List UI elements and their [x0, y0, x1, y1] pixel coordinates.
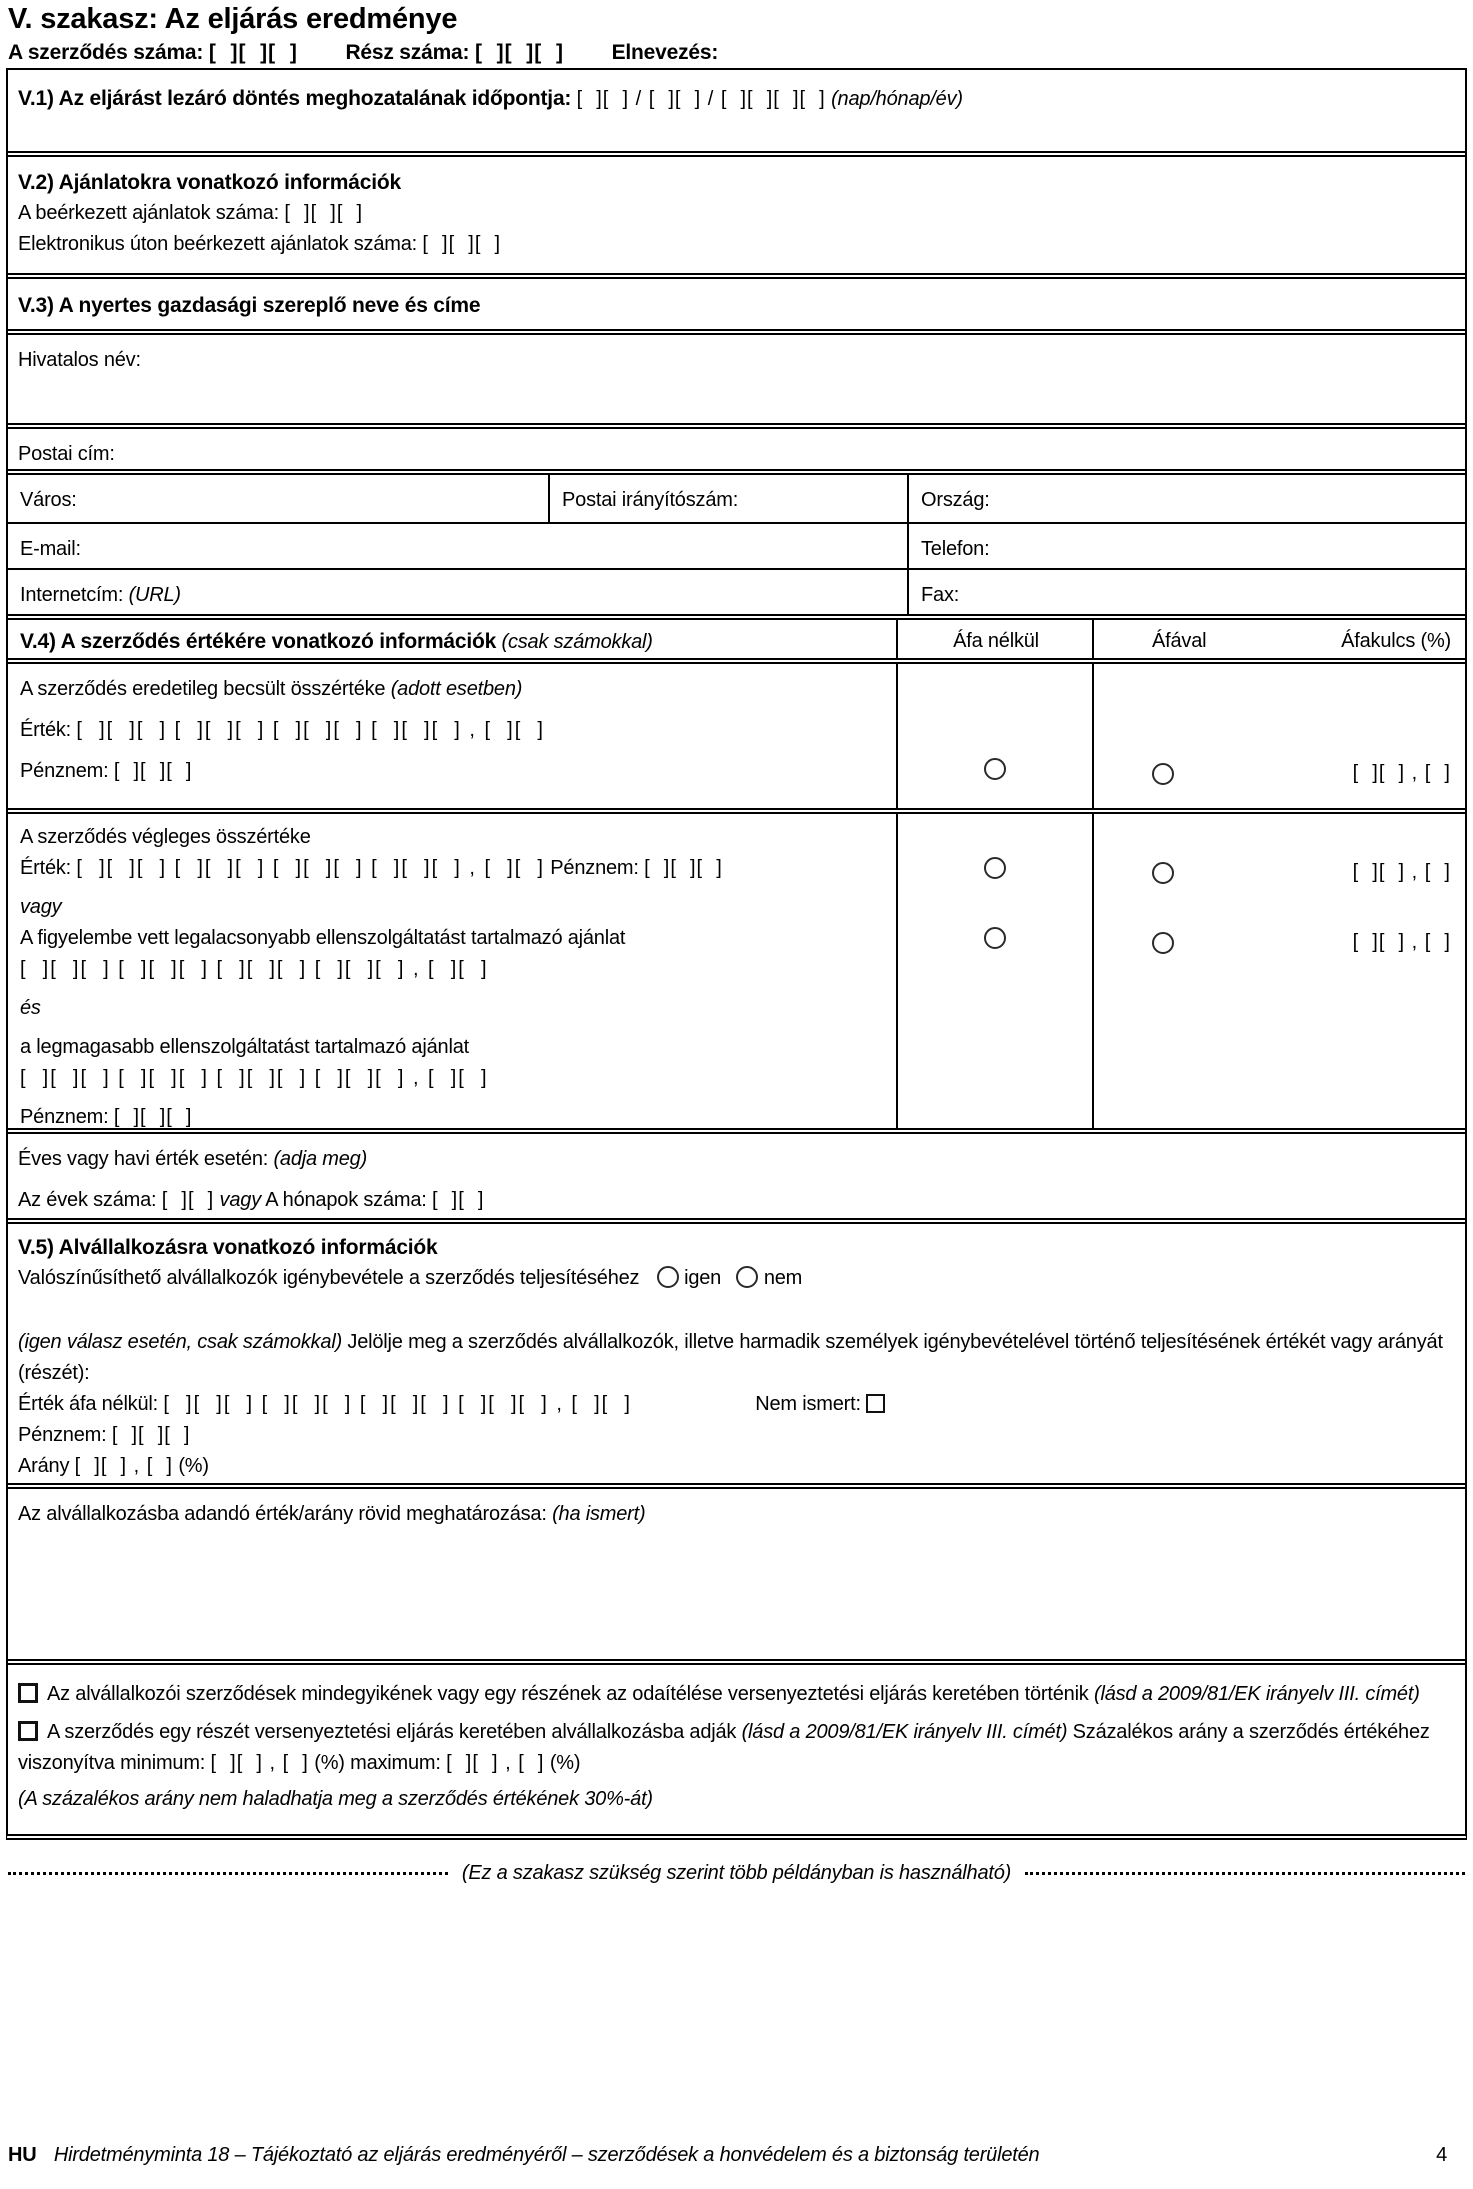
final-vat-group: [1152, 857, 1451, 888]
final-currency2-field[interactable]: [ ][ ][ ]: [113, 1106, 193, 1128]
v4-header-row: [8, 620, 1465, 664]
estimated-label: A szerződés eredetileg becsült összértéke: [20, 678, 386, 700]
dotted-rule-right: [1025, 1872, 1465, 1875]
percentage-note: (A százalékos arány nem haladhatja meg a szerződés értékének 30%-át): [18, 1788, 653, 1810]
email-cell[interactable]: [8, 524, 907, 568]
checkbox-not-known[interactable]: [866, 1394, 885, 1413]
postal-code-cell[interactable]: [548, 475, 907, 522]
estimated-value-line: [20, 715, 886, 746]
radio-lowest-excl-vat[interactable]: [984, 927, 1006, 949]
lowest-offer-line: [20, 954, 886, 985]
option2-paragraph: [18, 1717, 1453, 1779]
col-no-vat-cell: [896, 620, 1092, 658]
estimated-vat-rate-field[interactable]: [ ][ ] , [ ]: [1352, 762, 1451, 784]
radio-subcontract-yes[interactable]: [657, 1266, 679, 1288]
final-currency-label: Pénznem:: [550, 857, 639, 879]
city-row: [8, 475, 1465, 524]
page-number: 4: [1436, 2144, 1447, 2166]
estimated-hint: (adott esetben): [390, 678, 523, 700]
url-row: [8, 570, 1465, 620]
v5-ratio-line: [18, 1451, 1453, 1482]
v5-currency-label: Pénznem:: [18, 1424, 107, 1446]
col-with-vat-label: Áfával: [1152, 630, 1207, 652]
v4-estimated-row: [8, 664, 1465, 814]
subcontract-description-row[interactable]: [8, 1489, 1465, 1665]
final-currency2-label: Pénznem:: [20, 1106, 109, 1128]
v2-received-label: A beérkezett ajánlatok száma:: [18, 202, 280, 224]
postal-code-label: Postai irányítószám:: [562, 489, 739, 511]
city-cell[interactable]: [8, 475, 548, 522]
subcontract-yes-label: igen: [684, 1267, 722, 1289]
v4-heading: V.4) A szerződés értékére vonatkozó információk: [20, 630, 497, 653]
phone-label: Telefon:: [921, 538, 990, 560]
max-ratio-field[interactable]: [ ][ ] , [ ]: [446, 1752, 545, 1774]
contract-number-label: A szerződés száma:: [8, 41, 204, 64]
estimated-no-vat-cell: [896, 664, 1092, 808]
radio-lowest-incl-vat[interactable]: [1152, 932, 1174, 954]
periodic-label: Éves vagy havi érték esetén:: [18, 1148, 269, 1170]
estimated-currency-label: Pénznem:: [20, 760, 109, 782]
highest-offer-field[interactable]: [ ][ ][ ] [ ][ ][ ] [ ][ ][ ] [ ][ ][ ] , [ ][ ]: [20, 1067, 489, 1089]
dotted-rule-left: [8, 1872, 448, 1875]
v2-received-line: [18, 198, 1453, 229]
v5-value-line: [18, 1389, 1453, 1420]
url-hint: (URL): [128, 584, 181, 606]
not-known-label: Nem ismert:: [755, 1393, 861, 1415]
radio-final-excl-vat[interactable]: [984, 857, 1006, 879]
v5-paragraph-text: Jelölje meg a szerződés alvállalkozók, illetve harmadik személyek igénybevételével történő teljesítésének értékét vagy arányát (részét):: [18, 1331, 1443, 1384]
option2-hint: (lásd a 2009/81/EK irányelv III. címét): [741, 1721, 1068, 1743]
subcontract-no-label: nem: [763, 1267, 803, 1289]
lowest-offer-label: A figyelembe vett legalacsonyabb ellenszolgáltatást tartalmazó ajánlat: [20, 927, 626, 949]
email-label: E-mail:: [20, 538, 81, 560]
official-name-row[interactable]: [8, 335, 1465, 429]
subcontract-description-hint: (ha ismert): [552, 1503, 646, 1525]
periodic-hint: (adja meg): [273, 1148, 368, 1170]
final-value-line: [20, 853, 886, 884]
v4-final-row: [8, 814, 1465, 1134]
final-currency-field[interactable]: [ ][ ][ ]: [644, 857, 723, 879]
section-v3-heading-row: [8, 279, 1465, 335]
radio-estimated-incl-vat[interactable]: [1152, 763, 1174, 785]
radio-subcontract-no[interactable]: [736, 1266, 758, 1288]
v5-value-field[interactable]: [ ][ ][ ] [ ][ ][ ] [ ][ ][ ] [ ][ ][ ] , [ ][ ]: [163, 1393, 632, 1415]
lot-number-label: Rész száma:: [345, 41, 470, 64]
postal-address-row[interactable]: [8, 429, 1465, 475]
v2-heading: V.2) Ajánlatokra vonatkozó információk: [18, 171, 401, 194]
v4-heading-hint: (csak számokkal): [501, 631, 653, 653]
radio-estimated-excl-vat[interactable]: [984, 758, 1006, 780]
title-label: Elnevezés:: [611, 41, 719, 64]
periodic-label-line: [18, 1144, 1453, 1175]
city-label: Város:: [20, 489, 77, 511]
subcontract-options-row: [8, 1665, 1465, 1834]
fax-cell[interactable]: [907, 570, 1465, 614]
lowest-offer-field[interactable]: [ ][ ][ ] [ ][ ][ ] [ ][ ][ ] [ ][ ][ ] , [ ][ ]: [20, 958, 489, 980]
highest-offer-label: a legmagasabb ellenszolgáltatást tartalmazó ajánlat: [20, 1036, 469, 1058]
col-with-vat-cell: [1092, 620, 1465, 658]
months-field[interactable]: [ ][ ]: [431, 1189, 485, 1211]
lowest-vat-group: [1152, 927, 1451, 958]
country-label: Ország:: [921, 489, 990, 511]
estimated-text-cell: [8, 664, 896, 808]
contract-header-line: [8, 40, 718, 66]
estimated-currency-field[interactable]: [ ][ ][ ]: [113, 760, 193, 782]
periodic-values-line: [18, 1185, 1453, 1216]
years-field[interactable]: [ ][ ]: [161, 1189, 215, 1211]
v4-periodic-row: [8, 1134, 1465, 1224]
v5-ratio-unit: (%): [178, 1455, 209, 1477]
copy-note-text: (Ez a szakasz szükség szerint több példányban is használható): [461, 1862, 1012, 1884]
estimated-value-label: Érték:: [20, 719, 72, 741]
final-text-cell: [8, 814, 896, 1128]
not-known-group: [755, 1393, 885, 1415]
v3-heading: V.3) A nyertes gazdasági szereplő neve és címe: [18, 294, 481, 317]
final-value-field[interactable]: [ ][ ][ ] [ ][ ][ ] [ ][ ][ ] [ ][ ][ ] , [ ][ ]: [76, 857, 545, 879]
max-ratio-unit: (%): [549, 1752, 581, 1774]
postal-address-label: Postai cím:: [18, 443, 115, 465]
max-label: maximum:: [350, 1752, 441, 1774]
option1-hint: (lásd a 2009/81/EK irányelv III. címét): [1093, 1683, 1420, 1705]
checkbox-subcontract-competitive[interactable]: [18, 1683, 38, 1703]
final-or-word: vagy: [20, 896, 62, 918]
final-no-vat-cell: [896, 814, 1092, 1128]
option2-text: A szerződés egy részét versenyeztetési eljárás keretében alvállalkozásba adják: [47, 1721, 737, 1743]
final-label: A szerződés végleges összértéke: [20, 826, 311, 848]
estimated-label-line: [20, 674, 886, 705]
url-cell[interactable]: [8, 570, 907, 614]
v1-heading: V.1) Az eljárást lezáró döntés meghozatalának időpontja:: [18, 87, 572, 110]
page-title: V. szakasz: Az eljárás eredménye: [8, 3, 458, 35]
v4-heading-cell: [8, 620, 896, 658]
v2-electronic-label: Elektronikus úton beérkezett ajánlatok száma:: [18, 233, 417, 255]
lot-number-field[interactable]: [ ][ ][ ]: [474, 41, 564, 64]
lowest-vat-rate-field[interactable]: [ ][ ] , [ ]: [1352, 931, 1451, 953]
col-no-vat-label: Áfa nélkül: [953, 630, 1039, 652]
v5-heading: V.5) Alvállalkozásra vonatkozó információk: [18, 1236, 438, 1259]
estimated-with-vat-cell: [1092, 664, 1465, 808]
v2-electronic-field[interactable]: [ ][ ][ ]: [422, 233, 502, 255]
fax-label: Fax:: [921, 584, 960, 606]
subcontract-likely-label: Valószínűsíthető alvállalkozók igénybevétele a szerződés teljesítéséhez: [18, 1267, 640, 1289]
months-label: A hónapok száma:: [265, 1189, 427, 1211]
country-cell[interactable]: [907, 475, 1465, 522]
v5-ratio-label: Arány: [18, 1455, 70, 1477]
v2-received-field[interactable]: [ ][ ][ ]: [284, 202, 364, 224]
official-name-label: Hivatalos név:: [18, 349, 141, 371]
section-v5-row: [8, 1224, 1465, 1489]
email-row: [8, 524, 1465, 570]
v5-ratio-field[interactable]: [ ][ ] , [ ]: [74, 1455, 173, 1477]
phone-cell[interactable]: [907, 524, 1465, 568]
section-v2-row: [8, 157, 1465, 279]
estimated-currency-line: [20, 756, 886, 787]
final-with-vat-cell: [1092, 814, 1465, 1128]
footer-text-group: [8, 2140, 1039, 2171]
highest-offer-line: [20, 1063, 886, 1094]
v5-currency-field[interactable]: [ ][ ][ ]: [111, 1424, 191, 1446]
final-value-label: Érték:: [20, 857, 72, 879]
estimated-vat-group: [1152, 758, 1451, 789]
option2-text2: Százalékos arány a szerződés értékéhez viszonyítva minimum:: [18, 1721, 1430, 1774]
min-ratio-unit: (%): [314, 1752, 345, 1774]
v1-date-hint: (nap/hónap/év): [831, 88, 963, 110]
page-footer: [8, 2140, 1447, 2171]
min-ratio-field[interactable]: [ ][ ] , [ ]: [210, 1752, 309, 1774]
final-and-word: és: [20, 997, 41, 1019]
v2-electronic-line: [18, 229, 1453, 260]
url-label: Internetcím:: [20, 584, 124, 606]
copy-note-line: [8, 1858, 1465, 1889]
option1-text: Az alvállalkozói szerződések mindegyikének vagy egy részének az odaítélése versenyeztetési eljárás keretében történik: [47, 1683, 1089, 1705]
col-vat-rate-label: Áfakulcs (%): [1341, 630, 1451, 652]
years-label: Az évek száma:: [18, 1189, 157, 1211]
option1-paragraph: [18, 1679, 1453, 1710]
section-v1-row: [8, 70, 1465, 157]
footer-language-code: HU: [8, 2144, 37, 2166]
subcontract-description-label: Az alvállalkozásba adandó érték/arány rövid meghatározása:: [18, 1503, 547, 1525]
estimated-value-field[interactable]: [ ][ ][ ] [ ][ ][ ] [ ][ ][ ] [ ][ ][ ] , [ ][ ]: [76, 719, 545, 741]
radio-final-incl-vat[interactable]: [1152, 862, 1174, 884]
contract-number-field[interactable]: [ ][ ][ ]: [208, 41, 298, 64]
v5-value-label: Érték áfa nélkül:: [18, 1393, 159, 1415]
footer-form-title: Hirdetményminta 18 – Tájékoztató az eljárás eredményéről – szerződések a honvédelem és a biztonság területén: [53, 2144, 1040, 2166]
checkbox-part-subcontracted[interactable]: [18, 1721, 38, 1741]
v5-subcontract-line: [18, 1263, 1453, 1294]
v5-currency-line: [18, 1420, 1453, 1451]
v1-date-field[interactable]: [ ][ ] / [ ][ ] / [ ][ ][ ][ ]: [576, 88, 826, 110]
v5-paragraph: [18, 1327, 1453, 1389]
periodic-or-word: vagy: [219, 1189, 261, 1211]
final-vat-rate-field[interactable]: [ ][ ] , [ ]: [1352, 861, 1451, 883]
form-table: [6, 68, 1467, 1840]
final-currency2-line: [20, 1102, 886, 1133]
v5-paragraph-hint: (igen válasz esetén, csak számokkal): [18, 1331, 343, 1353]
